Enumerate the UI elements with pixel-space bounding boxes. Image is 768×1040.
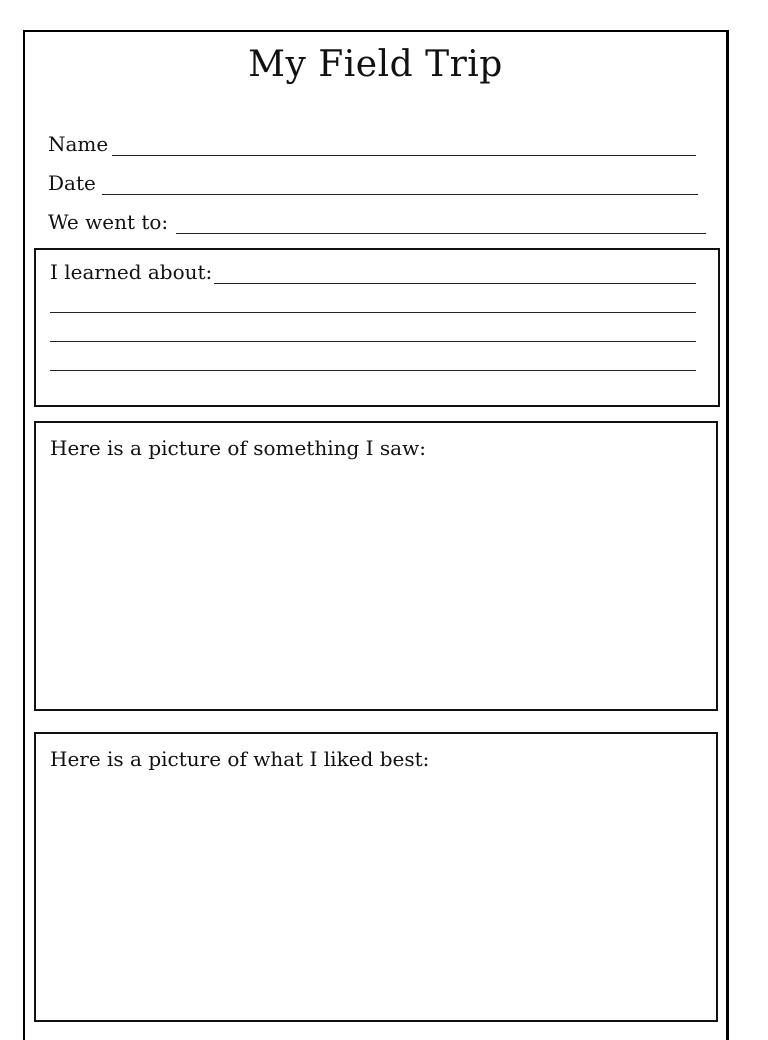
went-to-blank-line[interactable] bbox=[176, 213, 706, 234]
name-field bbox=[48, 132, 696, 156]
name-blank-line[interactable] bbox=[112, 135, 696, 156]
picture-liked-box[interactable] bbox=[34, 732, 718, 1022]
went-to-field bbox=[48, 210, 706, 234]
name-label: Name bbox=[48, 132, 109, 156]
learned-about-blank-line[interactable] bbox=[214, 263, 696, 284]
picture-liked-label: Here is a picture of what I liked best: bbox=[50, 747, 430, 771]
writing-line[interactable] bbox=[50, 370, 696, 371]
learned-about-label: I learned about: bbox=[50, 260, 213, 284]
worksheet-title: My Field Trip bbox=[248, 44, 503, 85]
date-label: Date bbox=[48, 171, 96, 195]
picture-saw-box[interactable] bbox=[34, 421, 718, 711]
learned-about-box bbox=[34, 248, 720, 407]
worksheet-page bbox=[23, 30, 729, 1040]
writing-line[interactable] bbox=[50, 312, 696, 313]
picture-saw-label: Here is a picture of something I saw: bbox=[50, 436, 426, 460]
learned-about-row bbox=[50, 260, 696, 284]
went-to-label: We went to: bbox=[48, 210, 169, 234]
date-blank-line[interactable] bbox=[102, 174, 698, 195]
date-field bbox=[48, 171, 698, 195]
writing-line[interactable] bbox=[50, 341, 696, 342]
